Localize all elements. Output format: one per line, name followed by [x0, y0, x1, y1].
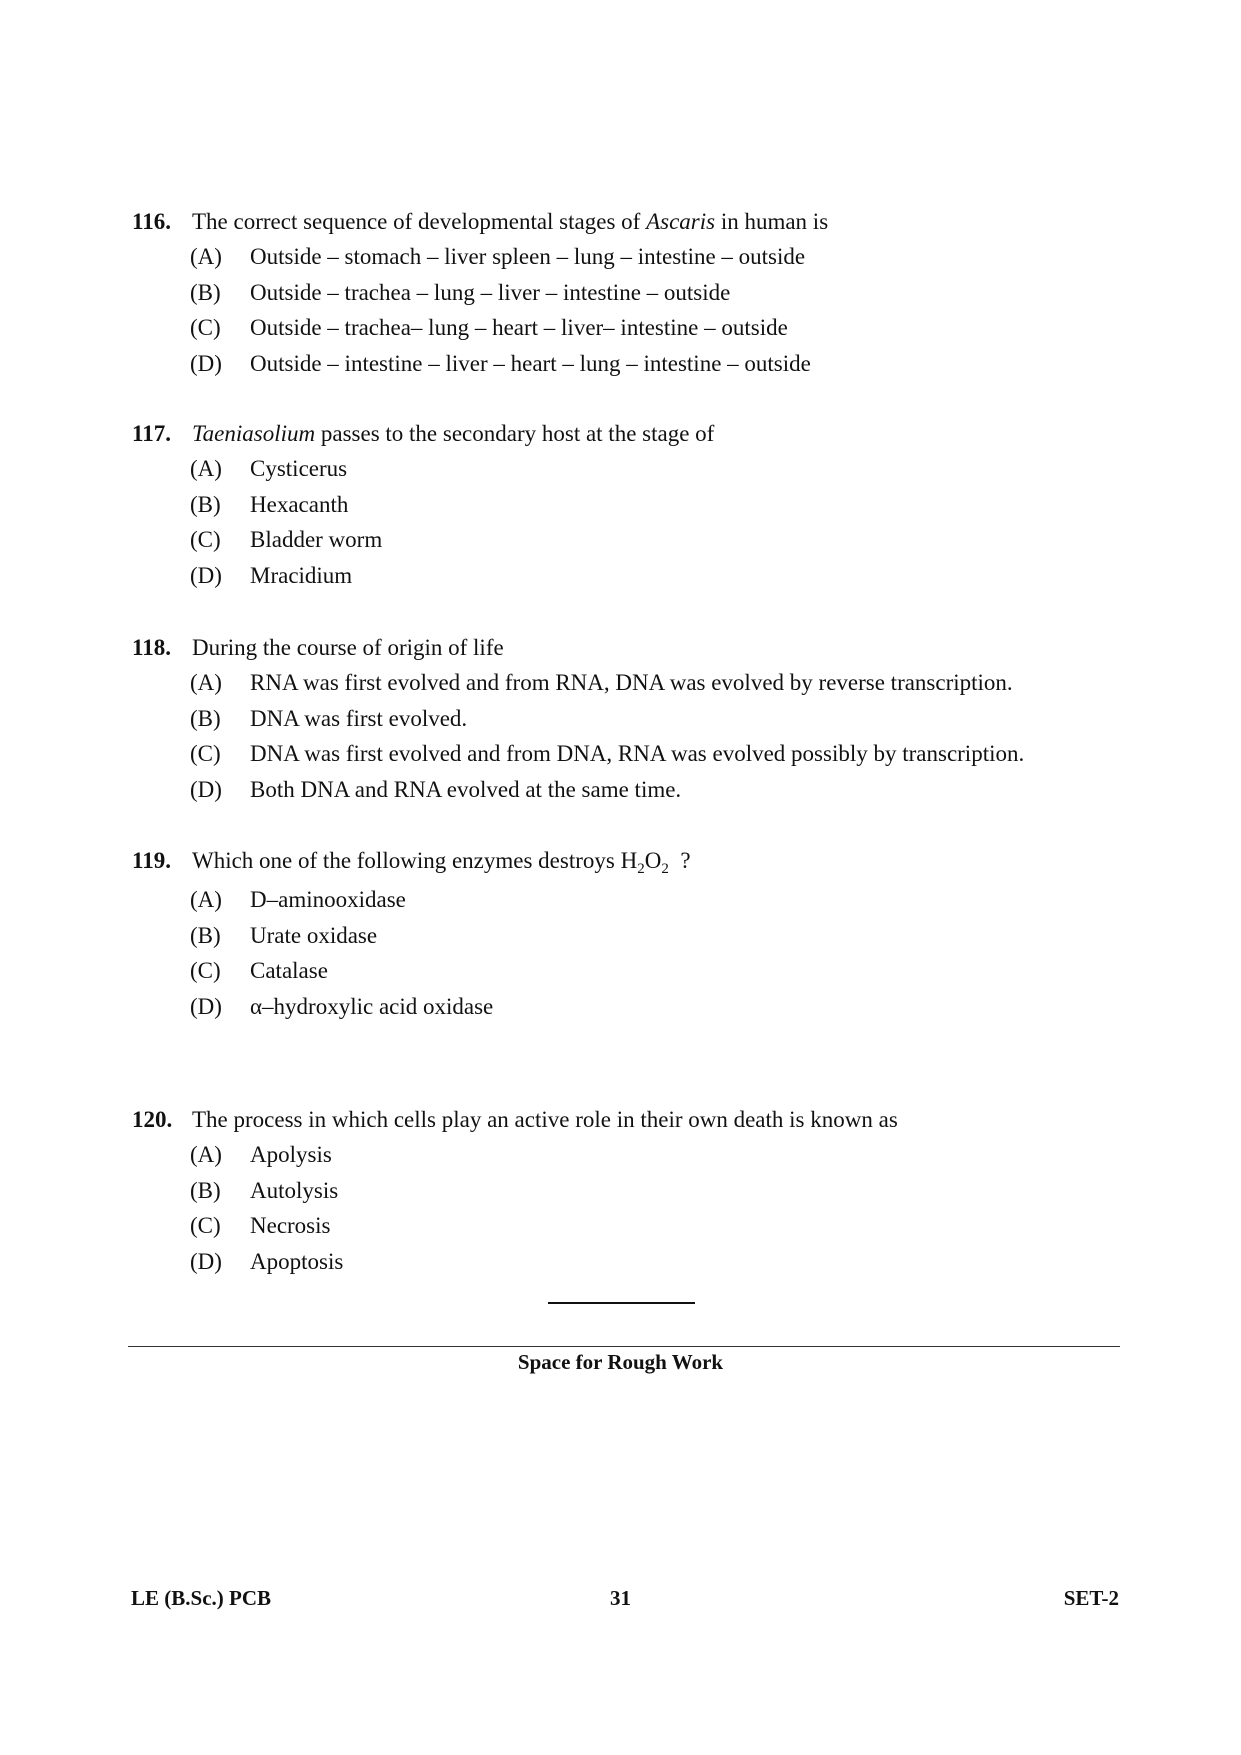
- option-text: Outside – trachea– lung – heart – liver– intestine – outside: [250, 315, 788, 340]
- option-b: [190, 487, 1112, 523]
- option-text: Apolysis: [250, 1142, 332, 1167]
- question-118: [132, 630, 1112, 807]
- footer-exam-code: LE (B.Sc.) PCB: [131, 1586, 272, 1610]
- option-label: (B): [190, 1177, 221, 1203]
- option-text: Urate oxidase: [250, 922, 378, 948]
- option-text: D–aminooxidase: [250, 887, 406, 912]
- option-d: [190, 989, 1112, 1025]
- option-label: (A): [190, 670, 222, 695]
- option-c: [190, 522, 1112, 558]
- subscript: 2: [637, 861, 645, 877]
- option-text: Cysticerus: [250, 456, 348, 481]
- option-text: DNA was first evolved and from DNA, RNA was evolved possibly by transcription.: [250, 741, 1025, 766]
- option-c: [190, 1208, 1112, 1244]
- option-d: [190, 346, 1112, 382]
- option-a: [190, 882, 1112, 918]
- question-number: 117.: [132, 421, 171, 446]
- option-a: [190, 665, 1112, 701]
- stem-italic-term: Ascaris: [646, 209, 716, 234]
- option-text: Hexacanth: [250, 491, 349, 517]
- option-text: RNA was first evolved and from RNA, DNA was evolved by reverse transcription.: [250, 670, 1013, 695]
- option-label: (B): [190, 279, 221, 305]
- option-text: Outside – trachea – lung – liver – intestine – outside: [250, 279, 731, 305]
- question-stem: [132, 204, 1112, 239]
- question-stem: [132, 416, 1112, 451]
- question-number: 120.: [132, 1107, 173, 1132]
- option-list: [190, 665, 1112, 807]
- stem-text: passes to the secondary host at the stage of: [315, 421, 715, 446]
- stem-text-end: ?: [668, 848, 691, 873]
- option-c: [190, 953, 1112, 989]
- option-b: [190, 701, 1112, 737]
- option-b: [190, 1173, 1112, 1209]
- option-text: Apoptosis: [250, 1248, 344, 1274]
- option-d: [190, 1244, 1112, 1280]
- option-label: (C): [190, 741, 221, 766]
- question-stem: [132, 843, 1112, 878]
- option-b: [190, 275, 1112, 311]
- option-d: [190, 558, 1112, 594]
- option-label: (D): [190, 776, 222, 802]
- stem-text: Which one of the following enzymes destroys H: [192, 848, 638, 873]
- option-list: [190, 239, 1112, 381]
- option-label: (D): [190, 562, 222, 588]
- question-number: 116.: [132, 209, 171, 234]
- option-text: DNA was first evolved.: [250, 705, 468, 731]
- option-label: (A): [190, 244, 222, 269]
- stem-text: During the course of origin of life: [192, 635, 504, 660]
- question-stem: [132, 1102, 1112, 1137]
- option-a: [190, 451, 1112, 487]
- option-label: (D): [190, 1248, 222, 1274]
- option-label: (C): [190, 527, 221, 552]
- option-a: [190, 1137, 1112, 1173]
- footer-page-number: 31: [610, 1586, 631, 1610]
- option-b: [190, 918, 1112, 954]
- option-text: Both DNA and RNA evolved at the same time.: [250, 776, 682, 802]
- option-text: Catalase: [250, 958, 328, 983]
- option-c: [190, 310, 1112, 346]
- stem-text-end: in human is: [715, 209, 829, 234]
- option-text: Mracidium: [250, 562, 353, 588]
- option-label: (D): [190, 993, 222, 1019]
- option-text: Outside – intestine – liver – heart – lung – intestine – outside: [250, 350, 811, 376]
- question-117: [132, 416, 1112, 593]
- option-text: Outside – stomach – liver spleen – lung – intestine – outside: [250, 244, 806, 269]
- question-116: [132, 204, 1112, 381]
- option-label: (A): [190, 1142, 222, 1167]
- stem-italic-term: Taeniasolium: [192, 421, 316, 446]
- option-text: Necrosis: [250, 1213, 331, 1238]
- subscript: 2: [661, 861, 669, 877]
- stem-text-mid: O: [644, 848, 662, 873]
- option-d: [190, 772, 1112, 808]
- footer-set-label: SET-2: [1063, 1586, 1119, 1610]
- option-a: [190, 239, 1112, 275]
- option-label: (B): [190, 922, 221, 948]
- option-list: [190, 451, 1112, 593]
- option-text: α–hydroxylic acid oxidase: [250, 993, 494, 1019]
- option-label: (B): [190, 705, 221, 731]
- option-list: [190, 882, 1112, 1024]
- question-number: 119.: [132, 848, 171, 873]
- stem-text: The correct sequence of developmental stages of: [192, 209, 647, 234]
- option-label: (B): [190, 491, 221, 517]
- rough-work-label: Space for Rough Work: [517, 1350, 724, 1374]
- option-c: [190, 736, 1112, 772]
- option-label: (D): [190, 350, 222, 376]
- option-text: Bladder worm: [250, 527, 383, 552]
- option-text: Autolysis: [250, 1177, 339, 1203]
- option-label: (A): [190, 887, 222, 912]
- end-of-questions-rule: [548, 1302, 695, 1304]
- option-label: (C): [190, 315, 221, 340]
- question-120: [132, 1102, 1112, 1279]
- question-stem: [132, 630, 1112, 665]
- option-list: [190, 1137, 1112, 1279]
- option-label: (C): [190, 1213, 221, 1238]
- option-label: (A): [190, 456, 222, 481]
- option-label: (C): [190, 958, 221, 983]
- question-number: 118.: [132, 635, 171, 660]
- question-119: [132, 843, 1112, 1024]
- stem-text: The process in which cells play an active role in their own death is known as: [192, 1107, 898, 1132]
